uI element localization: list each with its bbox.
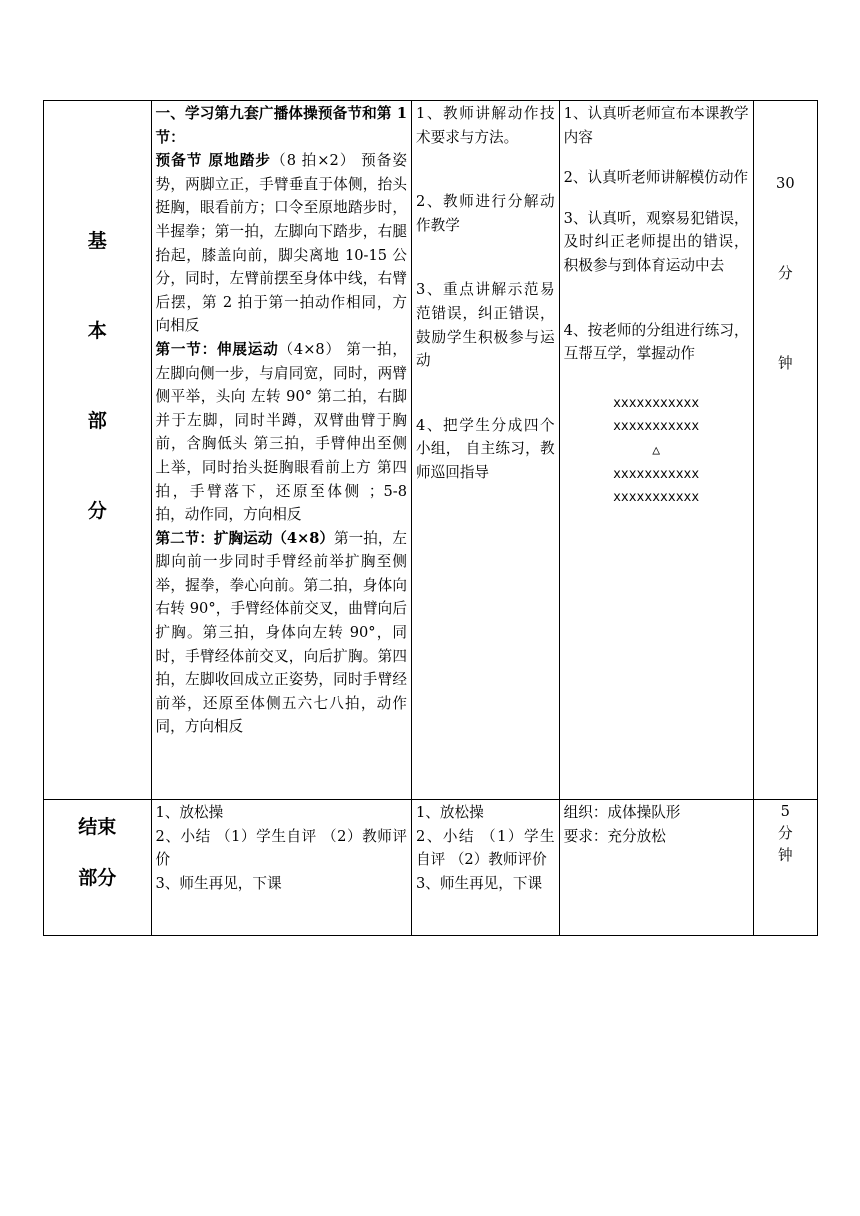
end-content-item: 3、师生再见，下课 [155, 874, 282, 892]
end-teacher-item: 2、小结 （1）学生自评 （2）教师评价 [416, 827, 555, 869]
teacher-item: 4、把学生分成四个小组， 自主练习，教师巡回指导 [416, 416, 555, 481]
student-item: 2、认真听老师讲解模仿动作 [563, 169, 749, 187]
end-content-cell [151, 800, 411, 936]
main-section-row [44, 101, 818, 800]
label-chars: 结束 [78, 816, 117, 838]
main-time-cell [753, 101, 817, 800]
label-char: 基 [87, 230, 107, 252]
end-section-row [44, 800, 818, 936]
section2 [156, 527, 407, 739]
formation-row: xxxxxxxxxxx [613, 490, 700, 506]
teacher-position-triangle: △ [652, 442, 661, 458]
label-chars: 部分 [78, 867, 117, 889]
time-value: 5 [780, 803, 790, 820]
formation-row: xxxxxxxxxxx [613, 419, 700, 435]
section2-text: 第一拍，左脚向前一步同时手臂经前举扩胸至侧举，握拳，拳心向前。第二拍，身体向右转 90°，手臂经体前交叉，曲臂向后扩胸。第三拍，身体向左转 90°，同时，手臂经体前交叉，向后扩胸。第四拍，左脚收回成立正姿势，同时手臂经前举，还原至体侧五六七八拍，动作同，方向相反 [155, 529, 408, 736]
end-student-item: 要求：充分放松 [563, 827, 666, 845]
formation-row: xxxxxxxxxxx [613, 466, 700, 482]
student-item: 1、认真听老师宣布本课教学内容 [563, 105, 749, 146]
student-activity-cell [559, 101, 753, 800]
section2-title: 第二节：扩胸运动（4×8） [155, 529, 335, 547]
time-unit: 钟 [778, 355, 793, 372]
time-value: 30 [776, 175, 795, 192]
end-section-label [44, 800, 152, 936]
prep-section [156, 149, 407, 338]
time-unit: 钟 [778, 847, 793, 864]
teacher-item: 3、重点讲解示范易范错误，纠正错误，鼓励学生积极参与运动 [416, 281, 555, 370]
prep-title: 预备节 原地踏步 [155, 152, 272, 170]
formation-row: xxxxxxxxxxx [613, 395, 700, 411]
label-char: 本 [87, 320, 107, 342]
end-time-cell [753, 800, 817, 936]
main-section-label [44, 101, 152, 800]
teacher-item: 2、教师进行分解动作教学 [416, 193, 555, 234]
time-unit: 分 [778, 265, 793, 282]
student-item: 3、认真听，观察易犯错误，及时纠正老师提出的错误，积极参与到体育运动中去 [563, 209, 749, 274]
end-teacher-cell [412, 800, 560, 936]
section1-title: 第一节：伸展运动 [155, 340, 279, 358]
end-student-cell [559, 800, 753, 936]
section1 [156, 338, 407, 527]
section1-text: （4×8） 第一拍，左脚向侧一步，与肩同宽，同时，两臂侧平举，头向 左转 90° 第二拍，右脚并于左脚，同时半蹲，双臂曲臂于胸前，含胸低头 第三拍，手臂伸出至侧上举，同时抬头挺胸眼看前上方 第四拍，手臂落下，还原至体侧 ；5-8 拍，动作同，方向相反 [155, 340, 407, 524]
end-content-item: 2、小结 （1）学生自评 （2）教师评价 [155, 827, 407, 869]
main-content-cell [151, 101, 411, 800]
label-char: 部 [87, 410, 107, 432]
end-teacher-item: 1、放松操 [416, 804, 484, 821]
end-teacher-item: 3、师生再见，下课 [416, 874, 543, 892]
end-content-item: 1、放松操 [155, 804, 224, 821]
lesson-plan-table [43, 100, 818, 936]
teacher-activity-cell [412, 101, 560, 800]
prep-text: （8 拍×2） 预备姿势，两脚立正，手臂垂直于体侧，抬头挺胸，眼看前方；口令至原地踏步时，半握拳；第一拍，左脚向下踏步，右腿抬起，膝盖向前，脚尖离地 10-15 公分，同时，左臂前摆至身体中线，右臂后摆，第 2 拍于第一拍动作相同，方向相反 [155, 152, 407, 335]
time-unit: 分 [778, 825, 793, 842]
student-item: 4、按老师的分组进行练习，互帮互学，掌握动作 [563, 321, 749, 363]
content-heading: 一、学习第九套广播体操预备节和第 1 节： [155, 105, 407, 146]
formation-diagram [564, 392, 749, 510]
end-student-item: 组织：成体操队形 [563, 804, 681, 821]
teacher-item: 1、教师讲解动作技术要求与方法。 [416, 105, 555, 146]
label-char: 分 [87, 500, 107, 522]
